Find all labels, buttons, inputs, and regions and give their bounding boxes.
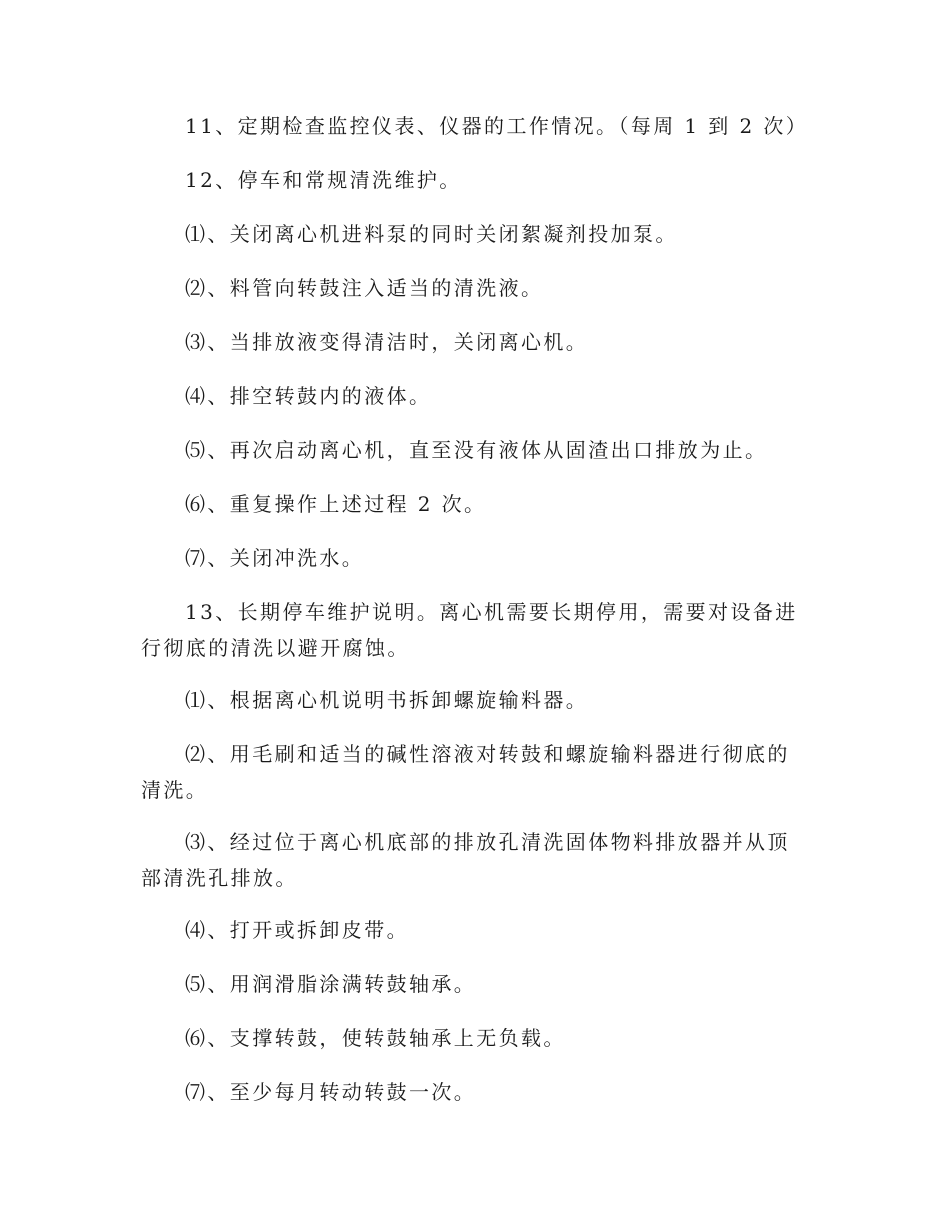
list-item: ⑷、打开或拆卸皮带。 (185, 918, 409, 942)
paragraph-13: 13、长期停车维护说明。离心机需要长期停用，需要对设备进行彻底的清洗以避开腐蚀。 (141, 600, 798, 660)
list-item: ⑸、再次启动离心机，直至没有液体从固渣出口排放为止。 (185, 438, 768, 462)
list-item: ⑹、重复操作上述过程 2 次。 (185, 492, 487, 516)
list-item: ⑶、经过位于离心机底部的排放孔清洗固体物料排放器并从顶部清洗孔排放。 (141, 830, 790, 890)
paragraph-12: 12、停车和常规清洗维护。 (185, 168, 462, 192)
list-item: ⑴、关闭离心机进料泵的同时关闭絮凝剂投加泵。 (185, 222, 678, 246)
list-item: ⑹、支撑转鼓，使转鼓轴承上无负载。 (185, 1026, 566, 1050)
list-item: ⑺、关闭冲洗水。 (185, 546, 365, 570)
list-item: ⑸、用润滑脂涂满转鼓轴承。 (185, 972, 477, 996)
list-item: ⑷、排空转鼓内的液体。 (185, 384, 432, 408)
list-item: ⑶、当排放液变得清洁时，关闭离心机。 (185, 330, 589, 354)
list-item: ⑵、用毛刷和适当的碱性溶液对转鼓和螺旋输料器进行彻底的清洗。 (141, 742, 790, 802)
list-item: ⑴、根据离心机说明书拆卸螺旋输料器。 (185, 688, 589, 712)
paragraph-11: 11、定期检查监控仪表、仪器的工作情况。（每周 1 到 2 次） (185, 114, 809, 138)
document-body (141, 108, 809, 1128)
list-item: ⑺、至少每月转动转鼓一次。 (185, 1080, 477, 1104)
list-item: ⑵、料管向转鼓注入适当的清洗液。 (185, 276, 544, 300)
